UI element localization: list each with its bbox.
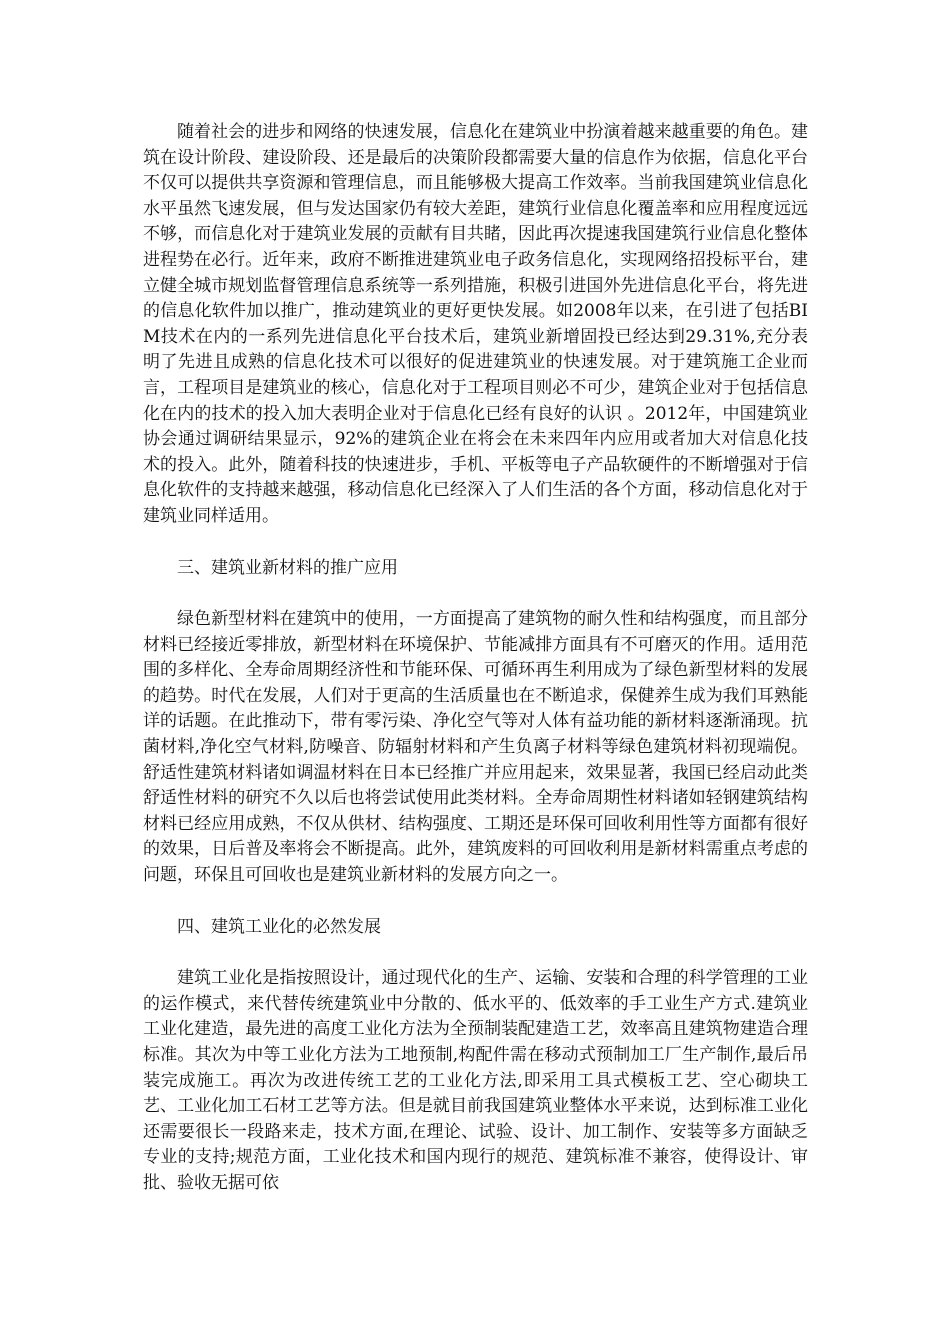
spacer [143, 889, 808, 915]
section-heading-industrialization: 四、建筑工业化的必然发展 [177, 916, 381, 937]
spacer [143, 940, 808, 966]
document-page [143, 120, 808, 1197]
paragraph-industrialization: 建筑工业化是指按照设计，通过现代化的生产、运输、安装和合理的科学管理的工业的运作模式，来代替传统建筑业中分散的、低水平的、低效率的手工业生产方式.建筑业工业化建造，最先进的高度工业化方法为全预制装配建造工艺，效率高且建筑物建造合理标准。其次为中等工业化方法为工地预制,构配件需在移动式预制加工厂生产制作,最后吊装完成施工。再次为改进传统工艺的工业化方法,即采用工具式模板工艺、空心砌块工艺、工业化加工石材工艺等方法。但是就目前我国建筑业整体水平来说，达到标准工业化还需要很长一段路来走，技术方面,在理论、试验、设计、加工制作、安装等多方面缺乏专业的支持;规范方面，工业化技术和国内现行的规范、建筑标准不兼容，使得设计、审批、验收无据可依 [143, 968, 808, 1193]
spacer [143, 581, 808, 607]
section-heading-new-materials: 三、建筑业新材料的推广应用 [177, 557, 398, 578]
paragraph-informatization: 随着社会的进步和网络的快速发展，信息化在建筑业中扮演着越来越重要的角色。建筑在设计阶段、建设阶段、还是最后的决策阶段都需要大量的信息作为依据，信息化平台不仅可以提供共享资源和管理信息，而且能够极大提高工作效率。当前我国建筑业信息化水平虽然飞速发展，但与发达国家仍有较大差距，建筑行业信息化覆盖率和应用程度远远不够，而信息化对于建筑业发展的贡献有目共睹，因此再次提速我国建筑行业信息化整体进程势在必行。近年来，政府不断推进建筑业电子政务信息化，实现网络招投标平台，建立健全城市规划监督管理信息系统等一系列措施，积极引进国外先进信息化平台，将先进的信息化软件加以推广，推动建筑业的更好更快发展。如2008年以来，在引进了包括BIM技术在内的一系列先进信息化平台技术后，建筑业新增固投已经达到29.31%,充分表明了先进且成熟的信息化技术可以很好的促进建筑业的快速发展。对于建筑施工企业而言，工程项目是建筑业的核心，信息化对于工程项目则必不可少，建筑企业对于包括信息化在内的技术的投入加大表明企业对于信息化已经有良好的认识 。2012年，中国建筑业协会通过调研结果显示，92%的建筑企业在将会在未来四年内应用或者加大对信息化技术的投入。此外，随着科技的快速进步，手机、平板等电子产品软硬件的不断增强对于信息化软件的支持越来越强，移动信息化已经深入了人们生活的各个方面，移动信息化对于建筑业同样适用。 [143, 122, 808, 526]
spacer [143, 530, 808, 556]
paragraph-new-materials: 绿色新型材料在建筑中的使用，一方面提高了建筑物的耐久性和结构强度，而且部分材料已经接近零排放，新型材料在环境保护、节能减排方面具有不可磨灭的作用。适用范围的多样化、全寿命周期经济性和节能环保、可循环再生利用成为了绿色新型材料的发展的趋势。时代在发展，人们对于更高的生活质量也在不断追求，保健养生成为我们耳熟能详的话题。在此推动下，带有零污染、净化空气等对人体有益功能的新材料逐渐涌现。抗菌材料,净化空气材料,防噪音、防辐射材料和产生负离子材料等绿色建筑材料初现端倪。舒适性建筑材料诸如调温材料在日本已经推广并应用起来，效果显著，我国已经启动此类舒适性材料的研究不久以后也将尝试使用此类材料。全寿命周期性材料诸如轻钢建筑结构材料已经应用成熟，不仅从供材、结构强度、工期还是环保可回收利用性等方面都有很好的效果，日后普及率将会不断提高。此外，建筑废料的可回收利用是新材料需重点考虑的问题，环保且可回收也是建筑业新材料的发展方向之一。 [143, 609, 808, 886]
